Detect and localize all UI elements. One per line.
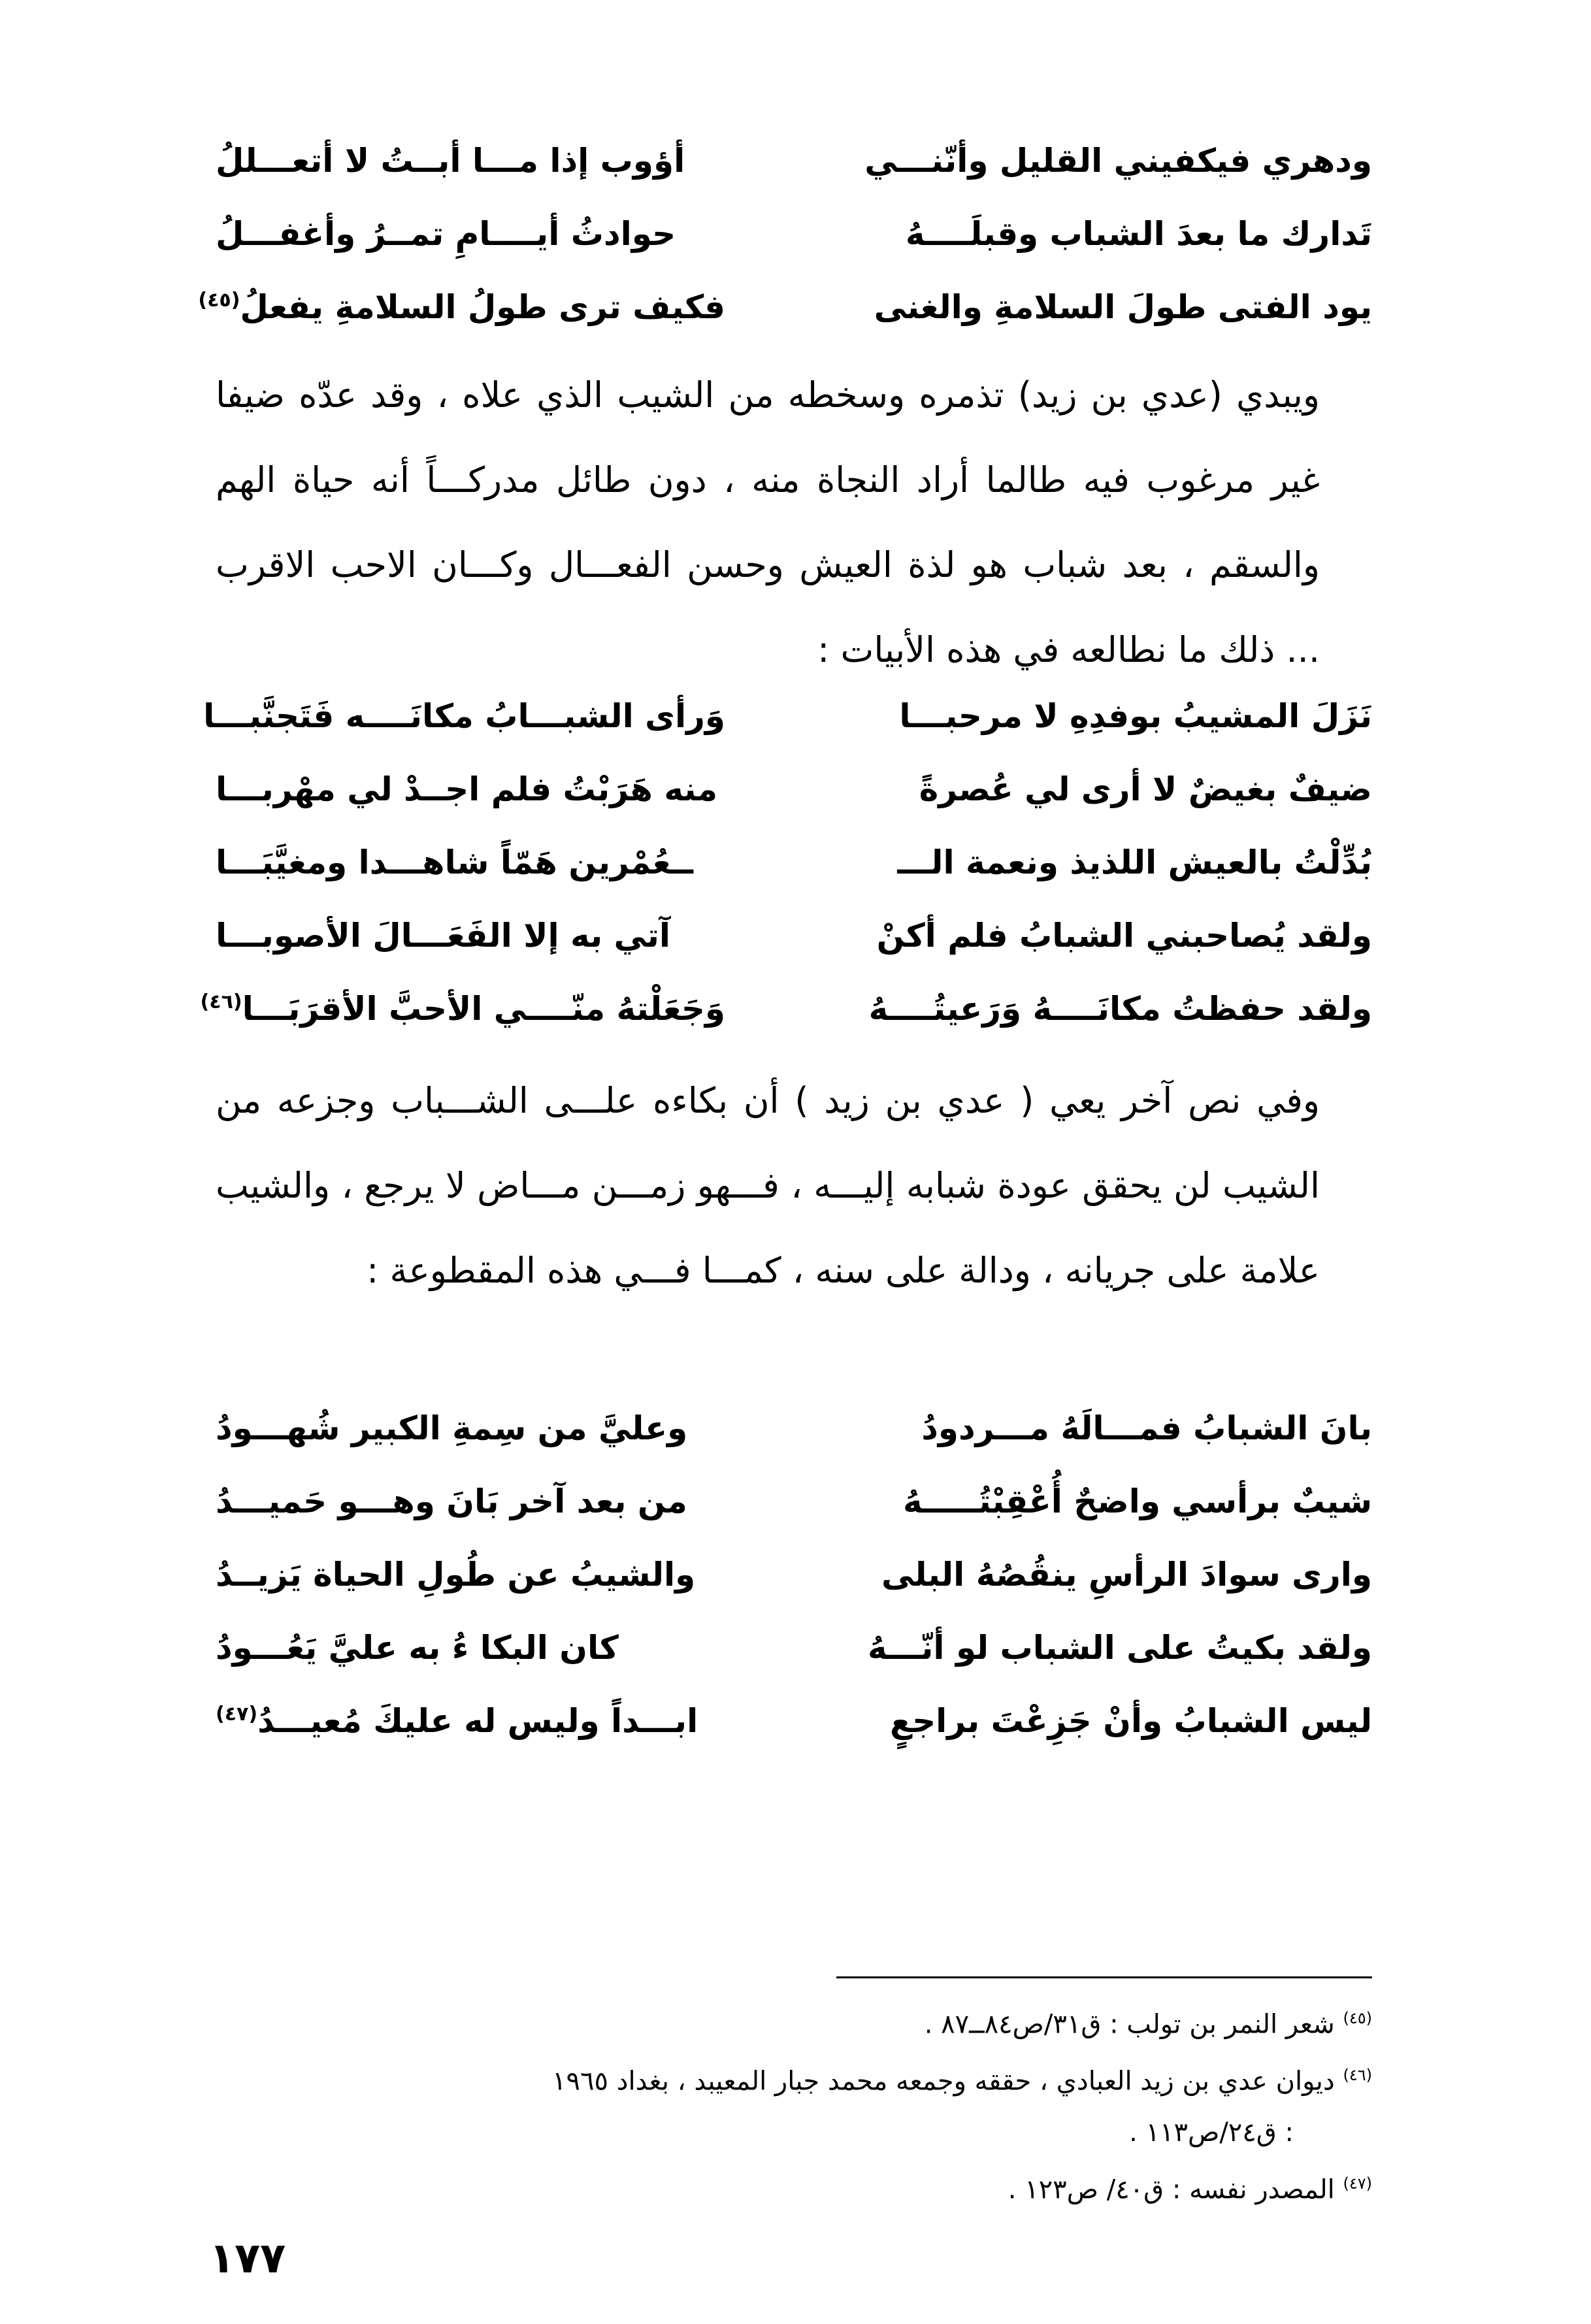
verse-line <box>200 972 1372 1045</box>
footnote-text: ديوان عدي بن زيد العبادي ، حققه وجمعه محمد جبار المعيبد ، بغداد ١٩٦٥ <box>551 2066 1335 2097</box>
footnote <box>216 1993 1372 2050</box>
footnote <box>216 2158 1372 2215</box>
verse-first-hemistich: ودهري فيكفيني القليل وأنّنـــي <box>864 142 1372 180</box>
verse-first-hemistich: ولقد يُصاحبني الشبابُ فلم أكنْ <box>876 917 1372 955</box>
verse-line <box>216 826 1372 899</box>
verse-line <box>216 753 1372 826</box>
verse-second-hemistich: وَرأى الشبـــابُ مكانَــــه فَتَجنَّبـــا <box>203 697 725 735</box>
verse-line <box>216 1465 1372 1538</box>
verse-line <box>216 899 1372 972</box>
verse-first-hemistich: يود الفتى طولَ السلامةِ والغنى <box>874 288 1372 326</box>
verse-first-hemistich: تَدارك ما بعدَ الشباب وقبلَــــهُ <box>905 215 1372 253</box>
footnote-separator <box>836 1976 1372 1978</box>
verse-second-hemistich: والشيبُ عن طُولِ الحياة يَزيــدُ <box>216 1556 696 1594</box>
verse-line <box>198 270 1372 344</box>
verse-second-hemistich: منه هَرَبْتُ فلم اجــدْ لي مهْربـــا <box>216 770 718 808</box>
verse-second-hemistich: من بعد آخر بَانَ وهـــو حَميـــدُ <box>216 1482 687 1520</box>
footnote-text: شعر النمر بن تولب : ق٣١/ص٨٤ــ٨٧ . <box>924 2009 1335 2040</box>
verse-second-hemistich: كان البكا ءُ به عليَّ يَعُـــودُ <box>216 1629 619 1667</box>
verse-second-hemistich: وَجَعَلْتهُ منّــــي الأحبَّ الأقرَبَـــا(٤٦) <box>200 990 725 1028</box>
verse-first-hemistich: ولقد حفظتُ مكانَــــهُ وَرَعيتُــــهُ <box>868 990 1372 1028</box>
verse-first-hemistich: شيبٌ برأسي واضحٌ أُعْقِبْتُـــــهُ <box>903 1482 1372 1520</box>
verse-line <box>216 1684 1372 1758</box>
verse-first-hemistich: ضيفٌ بغيضٌ لا أرى لي عُصرةً <box>919 770 1372 808</box>
verse-first-hemistich: ليس الشبابُ وأنْ جَزِعْتَ براجعٍ <box>889 1702 1372 1740</box>
verse-second-hemistich: حوادثُ أيــــامِ تمــرُ وأغفـــلُ <box>216 215 676 253</box>
verse-line <box>216 1538 1372 1611</box>
verse-second-hemistich: آتي به إلا الفَعَـــالَ الأصوبـــا <box>216 917 670 955</box>
verse-line <box>216 1611 1372 1684</box>
paragraph-1 <box>216 353 1372 693</box>
verse-line <box>203 679 1372 753</box>
verse-first-hemistich: بانَ الشبابُ فمـــالَهُ مـــردودُ <box>921 1409 1372 1447</box>
verse-second-hemistich: وعليَّ من سِمةِ الكبير شُهـــودُ <box>216 1409 688 1447</box>
footnote <box>216 2050 1372 2106</box>
verse-group-2 <box>200 679 1372 1045</box>
footnotes <box>216 1993 1372 2215</box>
paragraph-2 <box>216 1058 1372 1313</box>
verse-first-hemistich: بُدِّلْتُ بالعيش اللذيذ ونعمة الـــ <box>897 843 1372 881</box>
page-number: ١٧٧ <box>209 2234 286 2283</box>
footnote-text: المصدر نفسه : ق٤٠/ ص١٢٣ . <box>1008 2174 1335 2204</box>
verse-line <box>216 124 1372 197</box>
verse-line <box>216 197 1372 270</box>
footnote-continuation: : ق٢٤/ص١١٣ . <box>1129 2117 1294 2148</box>
footnote-number: (٤٧) <box>1343 2174 1372 2193</box>
paragraph-text: وفي نص آخر يعي ( عدي بن زيد ) أن بكاءه علـــى الشـــباب وجزعه من الشيب لن يحقق عودة شبابه إليـــه ، فـــهو زمـــن مـــاض لا يرجع ، والشيب علامة على جريانه ، ودالة على سنه ، كمـــا فـــي هذه المقطوعة : <box>216 1080 1320 1291</box>
verse-first-hemistich: وارى سوادَ الرأسِ ينقُصُهُ البلى <box>881 1556 1372 1594</box>
footnote-number: (٤٥) <box>1343 2009 1372 2027</box>
verse-second-hemistich: ابـــداً وليس له عليكَ مُعيـــدُ(٤٧) <box>216 1702 698 1740</box>
verse-group-1 <box>198 124 1372 344</box>
verse-second-hemistich: أؤوب إذا مـــا أبــتُ لا أتعـــللُ <box>216 142 685 180</box>
verse-second-hemistich: ــعُمْرين هَمّاً شاهـــدا ومغيَّبَـــا <box>216 843 694 881</box>
verse-first-hemistich: ولقد بكيتُ على الشباب لو أنّـــهُ <box>868 1629 1372 1667</box>
footnote-number: (٤٦) <box>1343 2066 1372 2085</box>
verse-first-hemistich: نَزَلَ المشيبُ بوفدِهِ لا مرحبـــا <box>899 697 1372 735</box>
verse-line <box>216 1392 1372 1465</box>
verse-group-3 <box>216 1392 1372 1758</box>
verse-second-hemistich: فكيف ترى طولُ السلامةِ يفعلُ(٤٥) <box>198 288 725 326</box>
paragraph-text: ويبدي (عدي بن زيد) تذمره وسخطه من الشيب الذي علاه ، وقد عدّه ضيفا غير مرغوب فيه طالما أراد النجاة منه ، دون طائل مدركـــاً أنه حياة الهم والسقم ، بعد شباب هو لذة العيش وحسن الفعـــال وكـــان الاحب الاقرب ... ذلك ما نطالعه في هذه الأبيات : <box>216 374 1320 670</box>
